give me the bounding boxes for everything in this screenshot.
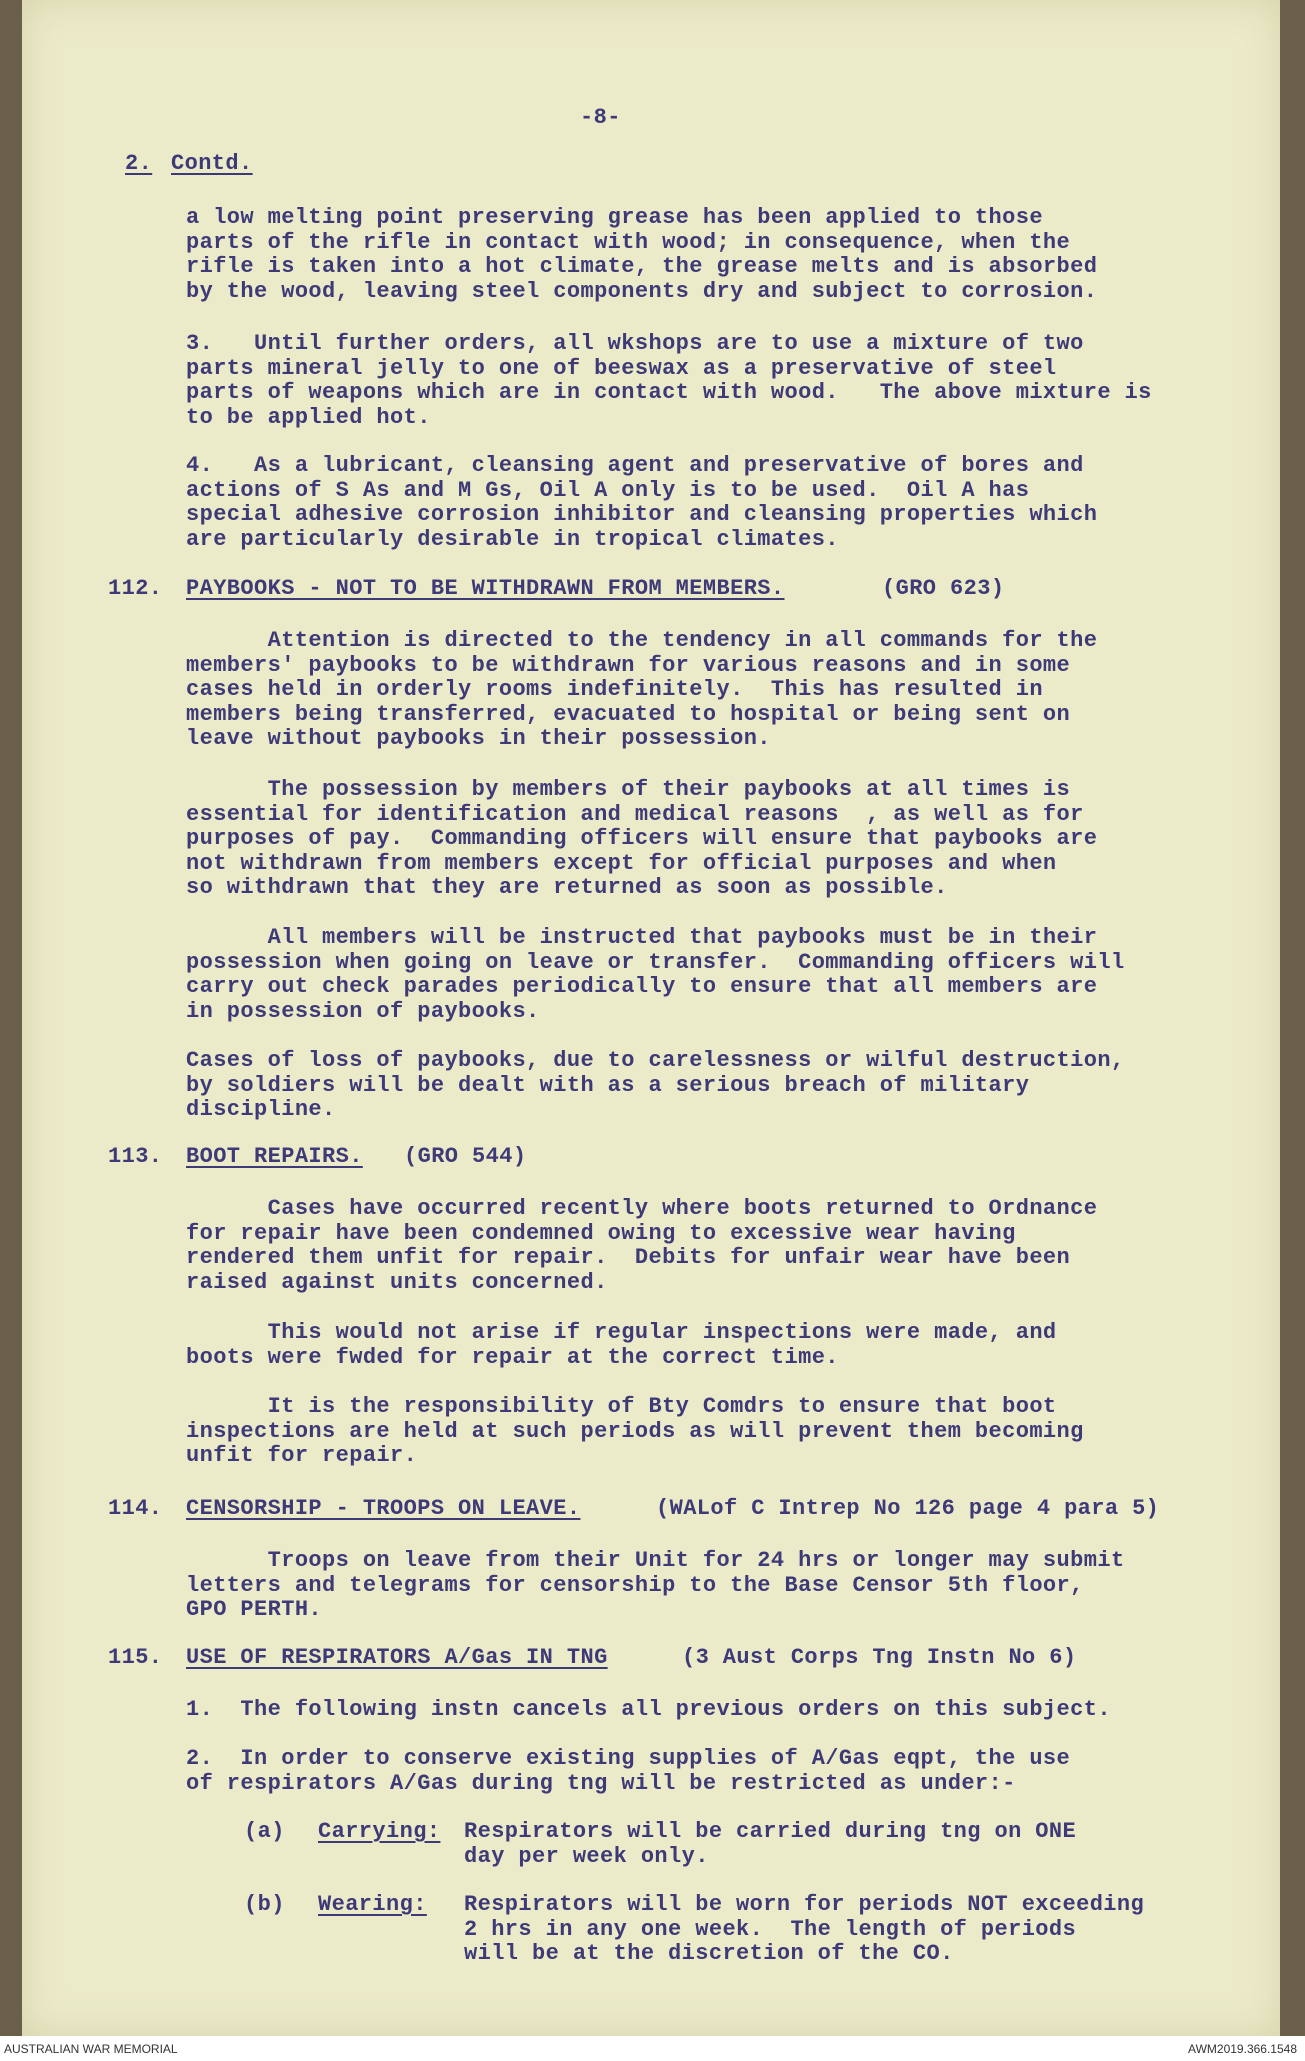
section-112-para-4: Cases of loss of paybooks, due to carelessness or wilful destruction, by soldiers will be dealt with as a serious breach of military discipline. (186, 1048, 1125, 1122)
item-a-label: (a) (244, 1819, 285, 1844)
paragraph-contd: a low melting point preserving grease has been applied to those parts of the rifle in contact with wood; in consequence, when the rifle is taken into a hot climate, the grease melts and is absorbed by the wood, leaving steel components dry and subject to corrosion. (186, 205, 1098, 304)
item-b-label: (b) (244, 1892, 285, 1917)
section-115-ref: (3 Aust Corps Tng Instn No 6) (682, 1645, 1077, 1670)
footer-institution: AUSTRALIAN WAR MEMORIAL (4, 2042, 178, 2056)
item-b-term: Wearing: (318, 1892, 427, 1917)
section-113-para-3: It is the responsibility of Bty Comdrs to ensure that boot inspections are held at such periods as will prevent them becoming unfit for repair. (186, 1394, 1084, 1468)
footer-accession-number: AWM2019.366.1548 (1188, 2042, 1297, 2056)
section-112-number: 112. (108, 576, 163, 601)
section-113-para-2: This would not arise if regular inspections were made, and boots were fwded for repair at the correct time. (186, 1320, 1057, 1370)
archive-footer (0, 2036, 1305, 2061)
item-a-term: Carrying: (318, 1819, 441, 1844)
section-113-title: BOOT REPAIRS. (186, 1144, 363, 1169)
section-114-number: 114. (108, 1496, 163, 1521)
item-b-text: Respirators will be worn for periods NOT exceeding 2 hrs in any one week. The length of periods will be at the discretion of the CO. (464, 1892, 1145, 1966)
item-a-text: Respirators will be carried during tng on ONE day per week only. (464, 1819, 1077, 1869)
paragraph-4: 4. As a lubricant, cleansing agent and preservative of bores and actions of S As and M Gs, Oil A only is to be used. Oil A has special adhesive corrosion inhibitor and cleansing properties which are particularly desirable in tropical climates. (186, 453, 1098, 552)
document-page (22, 0, 1280, 2036)
contd-heading: Contd. (171, 151, 253, 176)
section-115-para-2: 2. In order to conserve existing supplies of A/Gas eqpt, the use of respirators A/Gas during tng will be restricted as under:- (186, 1746, 1071, 1796)
section-115-title: USE OF RESPIRATORS A/Gas IN TNG (186, 1645, 608, 1670)
contd-prefix: 2. (125, 151, 153, 176)
section-112-ref: (GRO 623) (882, 576, 1005, 601)
section-114-title: CENSORSHIP - TROOPS ON LEAVE. (186, 1496, 581, 1521)
section-112-para-3: All members will be instructed that paybooks must be in their possession when going on leave or transfer. Commanding officers will carry out check parades periodically to ensure that all members are in possession of paybooks. (186, 925, 1125, 1024)
section-113-number: 113. (108, 1144, 163, 1169)
section-113-para-1: Cases have occurred recently where boots returned to Ordnance for repair have been condemned owing to excessive wear having rendered them unfit for repair. Debits for unfair wear have been raised against units concerned. (186, 1196, 1098, 1295)
section-112-title: PAYBOOKS - NOT TO BE WITHDRAWN FROM MEMBERS. (186, 576, 785, 601)
page-number: -8- (580, 105, 621, 130)
section-115-para-1: 1. The following instn cancels all previous orders on this subject. (186, 1697, 1111, 1722)
paragraph-3: 3. Until further orders, all wkshops are to use a mixture of two parts mineral jelly to one of beeswax as a preservative of steel parts of weapons which are in contact with wood. The above mixture is to be applied hot. (186, 331, 1152, 430)
section-112-para-2: The possession by members of their paybooks at all times is essential for identification and medical reasons , as well as for purposes of pay. Commanding officers will ensure that paybooks are not withdrawn from members except for official purposes and when so withdrawn that they are returned as soon as possible. (186, 777, 1098, 900)
section-114-para-1: Troops on leave from their Unit for 24 hrs or longer may submit letters and telegrams for censorship to the Base Censor 5th floor, GPO PERTH. (186, 1548, 1125, 1622)
section-114-ref: (WALof C Intrep No 126 page 4 para 5) (656, 1496, 1160, 1521)
section-113-ref: (GRO 544) (404, 1144, 527, 1169)
section-115-number: 115. (108, 1645, 163, 1670)
section-112-para-1: Attention is directed to the tendency in all commands for the members' paybooks to be withdrawn for various reasons and in some cases held in orderly rooms indefinitely. This has resulted in members being transferred, evacuated to hospital or being sent on leave without paybooks in their possession. (186, 628, 1098, 751)
